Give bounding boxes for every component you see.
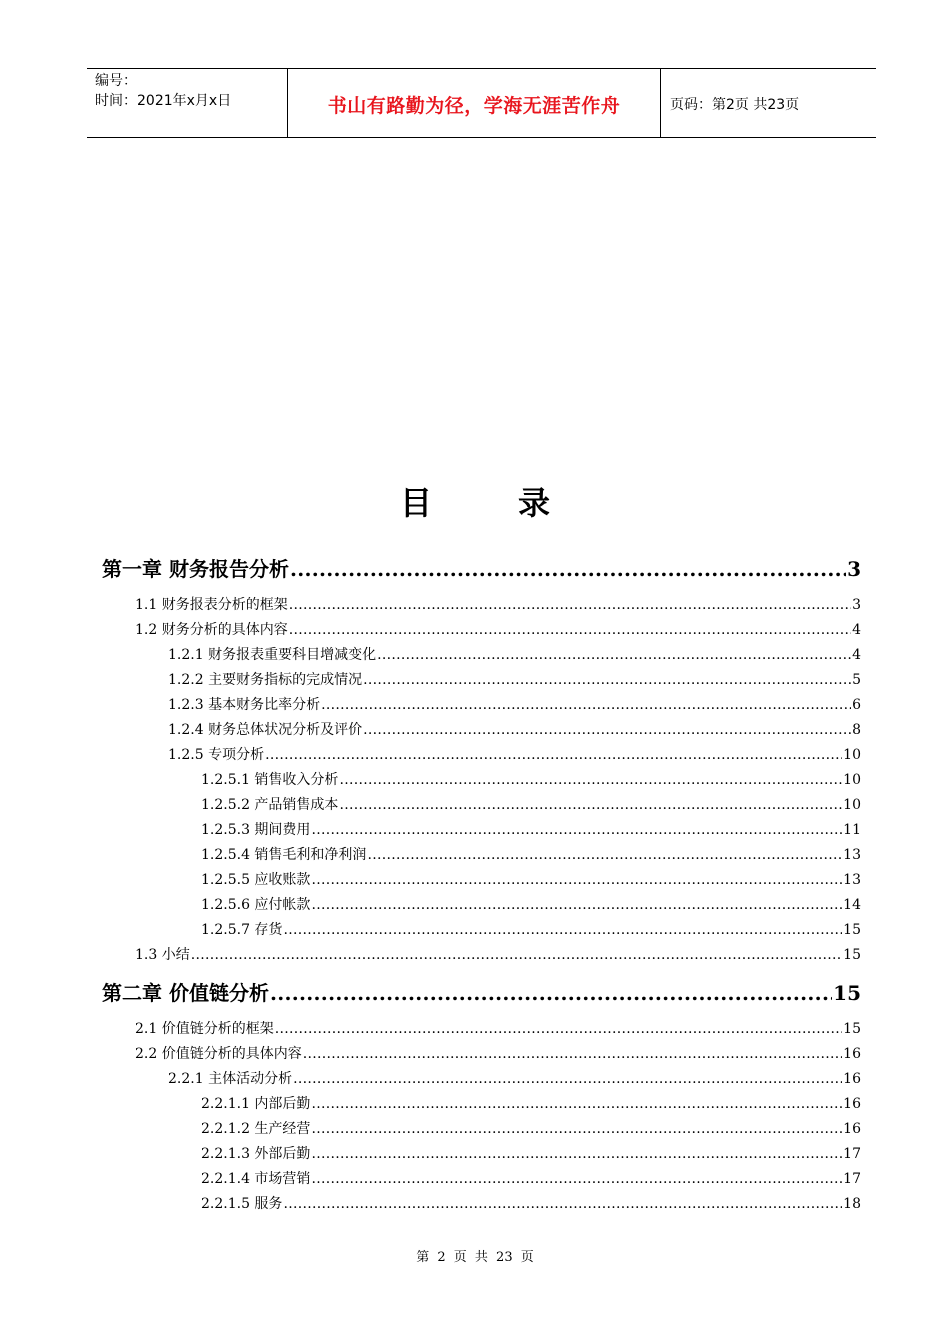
header-motto: 书山有路勤为径，学海无涯苦作舟: [327, 95, 621, 117]
toc-item-entry[interactable]: [201, 1143, 861, 1163]
toc-entry-title: 1.2.4 财务总体状况分析及评价: [168, 722, 363, 738]
toc-leader-dots: [363, 722, 851, 738]
toc-leader-dots: [289, 622, 851, 638]
toc-entry-title: 1.2.5.6 应付帐款: [201, 897, 311, 913]
toc-leader-dots: [363, 672, 851, 688]
toc-entry-title: 2.2.1.1 内部后勤: [201, 1096, 311, 1112]
toc-section-entry[interactable]: [135, 594, 861, 614]
toc-entry-title: 1.2.5.4 销售毛利和净利润: [201, 847, 367, 863]
toc-entry-page: 17: [843, 1171, 861, 1187]
toc-entry-page: 15: [843, 922, 861, 938]
toc-item-entry[interactable]: [201, 769, 861, 789]
toc-leader-dots: [191, 947, 842, 963]
toc-leader-dots: [283, 922, 842, 938]
toc-entry-title: 1.2.5.7 存货: [201, 922, 283, 938]
toc-entry-title: 2.2.1.4 市场营销: [201, 1171, 311, 1187]
toc-leader-dots: [265, 747, 842, 763]
toc-entry-page: 16: [843, 1071, 861, 1087]
toc-item-entry[interactable]: [201, 894, 861, 914]
toc-subsection-entry[interactable]: [168, 1068, 861, 1088]
toc-entry-page: 17: [843, 1146, 861, 1162]
header-meta: [95, 71, 231, 111]
toc-section-entry[interactable]: [135, 1018, 861, 1038]
toc-entry-title: 1.2.5.1 销售收入分析: [201, 772, 339, 788]
page-footer: 第 2 页 共 23 页: [416, 1250, 534, 1265]
toc-entry-page: 10: [843, 747, 861, 763]
toc-entry-title: 第一章 财务报告分析: [102, 557, 289, 581]
toc-chapter-entry[interactable]: [102, 977, 861, 1005]
toc-subsection-entry[interactable]: [168, 694, 861, 714]
toc-section-entry[interactable]: [135, 1043, 861, 1063]
toc-entry-page: 14: [843, 897, 861, 913]
toc-item-entry[interactable]: [201, 1193, 861, 1213]
toc-entry-title: 2.2 价值链分析的具体内容: [135, 1046, 302, 1062]
toc-entry-page: 16: [843, 1046, 861, 1062]
toc-entry-page: 15: [843, 947, 861, 963]
toc-leader-dots: [275, 1021, 842, 1037]
toc-leader-dots: [311, 1121, 842, 1137]
toc-section-entry[interactable]: [135, 619, 861, 639]
toc-entry-title: 1.2.5 专项分析: [168, 747, 265, 763]
toc-subsection-entry[interactable]: [168, 744, 861, 764]
toc-leader-dots: [339, 797, 842, 813]
toc-section-entry[interactable]: [135, 944, 861, 964]
toc-leader-dots: [270, 981, 832, 1005]
toc-entry-page: 3: [847, 557, 861, 581]
toc-entry-title: 2.2.1.5 服务: [201, 1196, 283, 1212]
toc-subsection-entry[interactable]: [168, 719, 861, 739]
toc-leader-dots: [290, 557, 846, 581]
toc-entry-page: 18: [843, 1196, 861, 1212]
toc-entry-page: 13: [843, 872, 861, 888]
toc-leader-dots: [311, 897, 842, 913]
toc-entry-title: 2.2.1 主体活动分析: [168, 1071, 293, 1087]
toc-leader-dots: [283, 1196, 842, 1212]
toc-entry-title: 第二章 价值链分析: [102, 981, 269, 1005]
toc-entry-title: 1.2.5.2 产品销售成本: [201, 797, 339, 813]
toc-entry-title: 1.3 小结: [135, 947, 190, 963]
toc-entry-page: 3: [852, 597, 861, 613]
toc-item-entry[interactable]: [201, 1093, 861, 1113]
toc-title-char: 目: [399, 484, 432, 522]
toc-entry-page: 15: [843, 1021, 861, 1037]
toc-entry-title: 2.1 价值链分析的框架: [135, 1021, 274, 1037]
toc-entry-page: 15: [833, 981, 861, 1005]
toc-subsection-entry[interactable]: [168, 669, 861, 689]
toc-subsection-entry[interactable]: [168, 644, 861, 664]
toc-entry-page: 4: [852, 622, 861, 638]
toc-item-entry[interactable]: [201, 819, 861, 839]
toc-entry-page: 10: [843, 772, 861, 788]
toc-leader-dots: [311, 822, 842, 838]
toc-entry-title: 1.2 财务分析的具体内容: [135, 622, 288, 638]
toc-item-entry[interactable]: [201, 794, 861, 814]
toc-entry-title: 1.2.5.3 期间费用: [201, 822, 311, 838]
toc-leader-dots: [321, 697, 851, 713]
header-time-label: 时间：2021年x月x日: [95, 93, 232, 109]
toc-entry-page: 13: [843, 847, 861, 863]
toc-leader-dots: [311, 1171, 842, 1187]
toc-item-entry[interactable]: [201, 1168, 861, 1188]
toc-entry-title: 2.2.1.2 生产经营: [201, 1121, 311, 1137]
toc-entry-page: 6: [852, 697, 861, 713]
toc-entry-title: 1.2.5.5 应收账款: [201, 872, 311, 888]
toc-leader-dots: [311, 872, 842, 888]
toc-entry-page: 4: [852, 647, 861, 663]
header-page-info: 页码：第2页 共23页: [670, 97, 800, 113]
toc-entry-title: 1.1 财务报表分析的框架: [135, 597, 288, 613]
toc-chapter-entry[interactable]: [102, 553, 861, 581]
toc-entry-title: 1.2.2 主要财务指标的完成情况: [168, 672, 363, 688]
toc-item-entry[interactable]: [201, 1118, 861, 1138]
toc-entry-title: 1.2.3 基本财务比率分析: [168, 697, 321, 713]
toc-title: [0, 478, 950, 524]
toc-entry-title: 1.2.1 财务报表重要科目增减变化: [168, 647, 377, 663]
toc-leader-dots: [293, 1071, 842, 1087]
toc-entry-page: 11: [843, 822, 861, 838]
toc-entry-page: 16: [843, 1096, 861, 1112]
toc-leader-dots: [311, 1096, 842, 1112]
toc-item-entry[interactable]: [201, 844, 861, 864]
toc-entry-page: 8: [852, 722, 861, 738]
toc-item-entry[interactable]: [201, 919, 861, 939]
toc-entry-page: 16: [843, 1121, 861, 1137]
toc-entry-page: 5: [852, 672, 861, 688]
header-divider: [660, 69, 661, 137]
toc-title-char: 录: [518, 484, 551, 522]
toc-leader-dots: [311, 1146, 842, 1162]
toc-leader-dots: [303, 1046, 842, 1062]
toc-leader-dots: [377, 647, 851, 663]
header-number-label: 编号：: [95, 73, 137, 89]
toc-leader-dots: [289, 597, 851, 613]
toc-leader-dots: [367, 847, 842, 863]
toc-entry-title: 2.2.1.3 外部后勤: [201, 1146, 311, 1162]
toc-leader-dots: [339, 772, 842, 788]
toc-item-entry[interactable]: [201, 869, 861, 889]
page-header: [87, 68, 876, 138]
toc-entry-page: 10: [843, 797, 861, 813]
